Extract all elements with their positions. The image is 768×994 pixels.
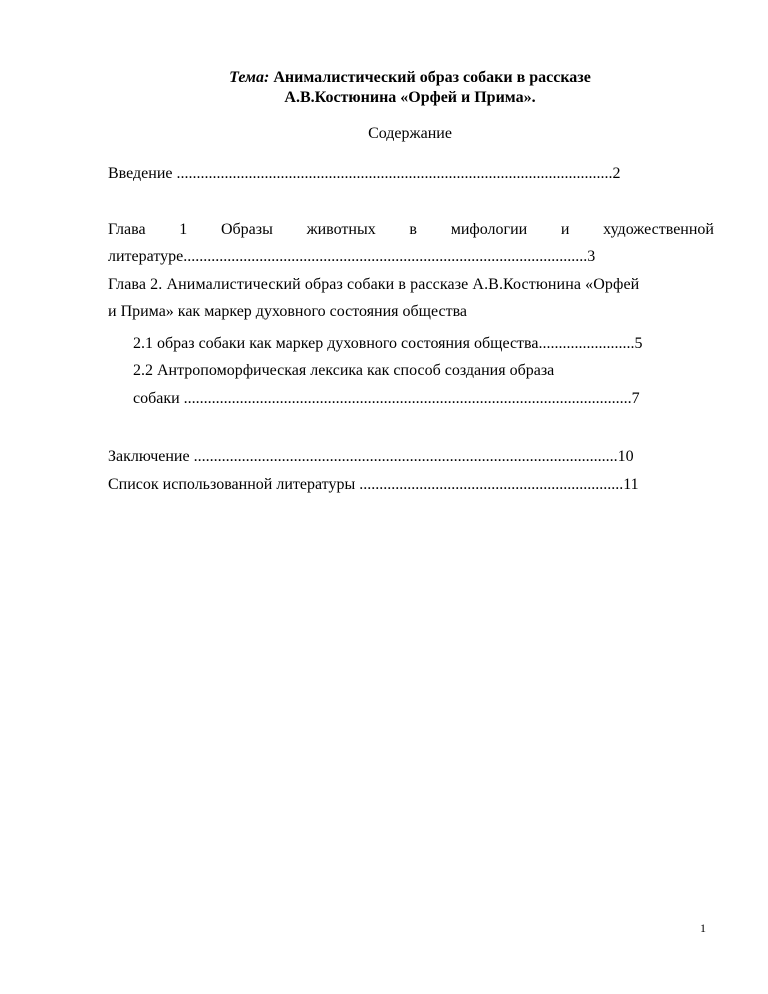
title-text-1: Анималистический образ собаки в рассказе	[273, 69, 591, 86]
toc-chapter1-word: Глава	[108, 221, 146, 238]
toc-entry-section-2-2-line2: собаки ................................................................................................................7	[133, 390, 640, 407]
contents-heading: Содержание	[368, 125, 452, 142]
toc-chapter1-word: животных	[306, 221, 376, 238]
toc-entry-chapter1-continued: литературе.....................................................................................................3	[108, 248, 596, 265]
toc-chapter1-word: мифологии	[450, 221, 528, 238]
toc-entry-conclusion: Заключение ..........................................................................................................10	[108, 448, 634, 465]
toc-chapter1-word: и	[560, 221, 570, 238]
title-line-2: А.В.Костюнина «Орфей и Прима».	[284, 89, 536, 106]
toc-entry-intro: Введение .............................................................................................................2	[108, 165, 621, 182]
toc-chapter1-word: Образы	[220, 221, 273, 238]
toc-entry-section-2-1: 2.1 образ собаки как маркер духовного состояния общества........................5	[133, 335, 643, 352]
document-title	[108, 68, 712, 108]
toc-chapter1-word: художественной	[603, 221, 714, 238]
toc-entry-references: Список использованной литературы ..................................................................11	[108, 476, 639, 493]
toc-entry-chapter2-line1: Глава 2. Анималистический образ собаки в рассказе А.В.Костюнина «Орфей	[108, 276, 640, 293]
toc-chapter1-word: в	[409, 221, 417, 238]
toc-chapter1-word: 1	[179, 221, 188, 238]
toc-entry-chapter1	[108, 220, 714, 240]
page-number: 1	[700, 921, 706, 935]
title-label: Тема:	[229, 69, 270, 86]
title-line-1	[108, 68, 712, 88]
toc-entry-chapter2-line2: и Прима» как маркер духовного состояния общества	[108, 303, 468, 320]
toc-entry-section-2-2-line1: 2.2 Антропоморфическая лексика как способ создания образа	[133, 362, 555, 379]
